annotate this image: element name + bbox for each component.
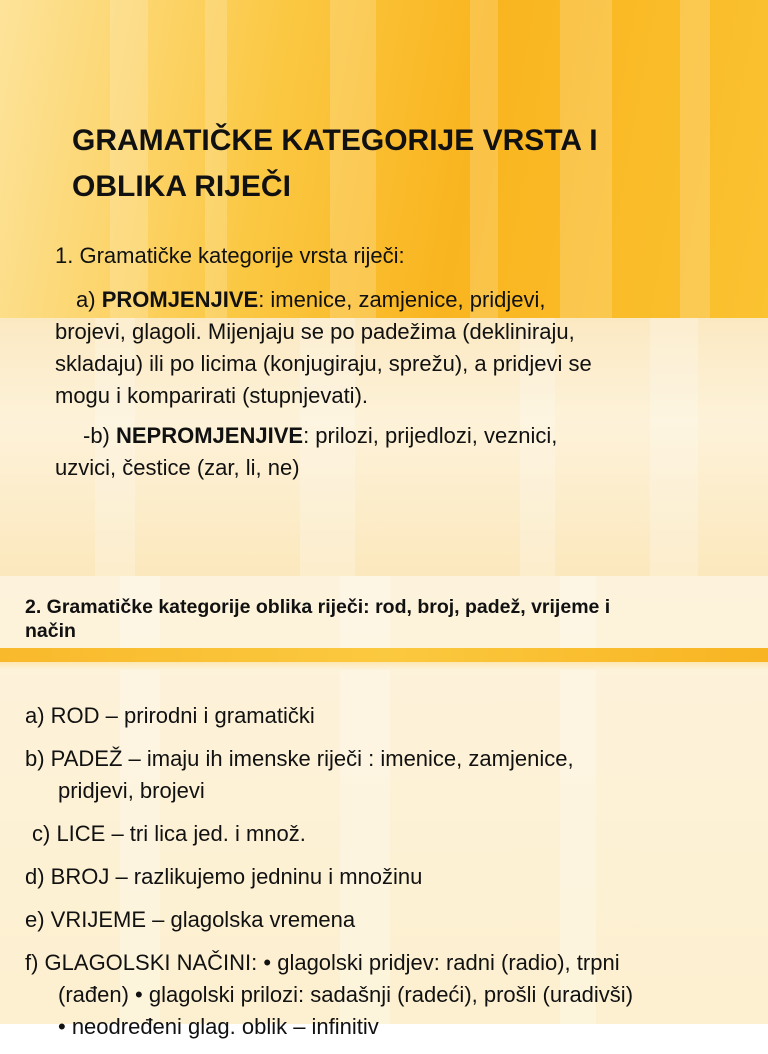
point-a xyxy=(55,284,695,412)
list-item-text: d) BROJ – razlikujemo jedninu i množinu xyxy=(25,864,423,889)
point-b-term: NEPROMJENJIVE xyxy=(116,423,304,448)
point-a-line xyxy=(55,284,695,316)
point-b-prefix: -b) xyxy=(83,423,116,448)
point-a-text: : imenice, zamjenice, pridjevi, xyxy=(258,287,546,312)
heading-line: način xyxy=(25,620,76,642)
list-item xyxy=(25,818,745,850)
point-a-term: PROMJENJIVE xyxy=(101,287,259,312)
point-a-line: brojevi, glagoli. Mijenjaju se po padežima (dekliniraju, xyxy=(55,319,575,344)
title-line: OBLIKA RIJEČI xyxy=(72,170,291,203)
category-list xyxy=(25,700,745,1054)
list-item-text: f) GLAGOLSKI NAČINI: • glagolski pridjev: radni (radio), trpni xyxy=(25,950,620,975)
list-item-text: • neodređeni glag. oblik – infinitiv xyxy=(58,1014,379,1039)
list-item-text: pridjevi, brojevi xyxy=(58,778,205,803)
point-b xyxy=(55,420,695,484)
heading-divider xyxy=(0,648,768,662)
list-item xyxy=(25,904,745,936)
list-item xyxy=(25,947,745,1043)
point-a-prefix: a) xyxy=(76,287,102,312)
list-item xyxy=(25,700,745,732)
list-item-text: e) VRIJEME – glagolska vremena xyxy=(25,907,356,932)
list-item-text: a) ROD – prirodni i gramatički xyxy=(25,703,315,728)
list-item-text: b) PADEŽ – imaju ih imenske riječi : imenice, zamjenice, xyxy=(25,746,574,771)
heading-line: 2. Gramatičke kategorije oblika riječi: rod, broj, padež, vrijeme i xyxy=(25,596,611,618)
heading-divider-shade xyxy=(0,662,768,670)
point-b-line xyxy=(55,420,695,452)
point-b-text: : prilozi, prijedlozi, veznici, xyxy=(303,423,558,448)
title-line: GRAMATIČKE KATEGORIJE VRSTA I xyxy=(72,124,598,157)
list-item-text: c) LICE – tri lica jed. i množ. xyxy=(32,821,306,846)
point-b-line: uzvici, čestice (zar, li, ne) xyxy=(55,455,300,480)
point-1: 1. Gramatičke kategorije vrsta riječi: xyxy=(55,243,405,268)
list-item xyxy=(25,861,745,893)
list-item xyxy=(25,743,745,807)
list-item-text: (rađen) • glagolski prilozi: sadašnji (radeći), prošli (uradivši) xyxy=(58,982,634,1007)
slide-title xyxy=(72,118,712,210)
slide-2 xyxy=(0,576,768,1039)
slide-2-heading xyxy=(25,595,745,643)
point-a-line: skladaju) ili po licima (konjugiraju, sprežu), a pridjevi se xyxy=(55,351,592,376)
point-a-line: mogu i komparirati (stupnjevati). xyxy=(55,383,369,408)
